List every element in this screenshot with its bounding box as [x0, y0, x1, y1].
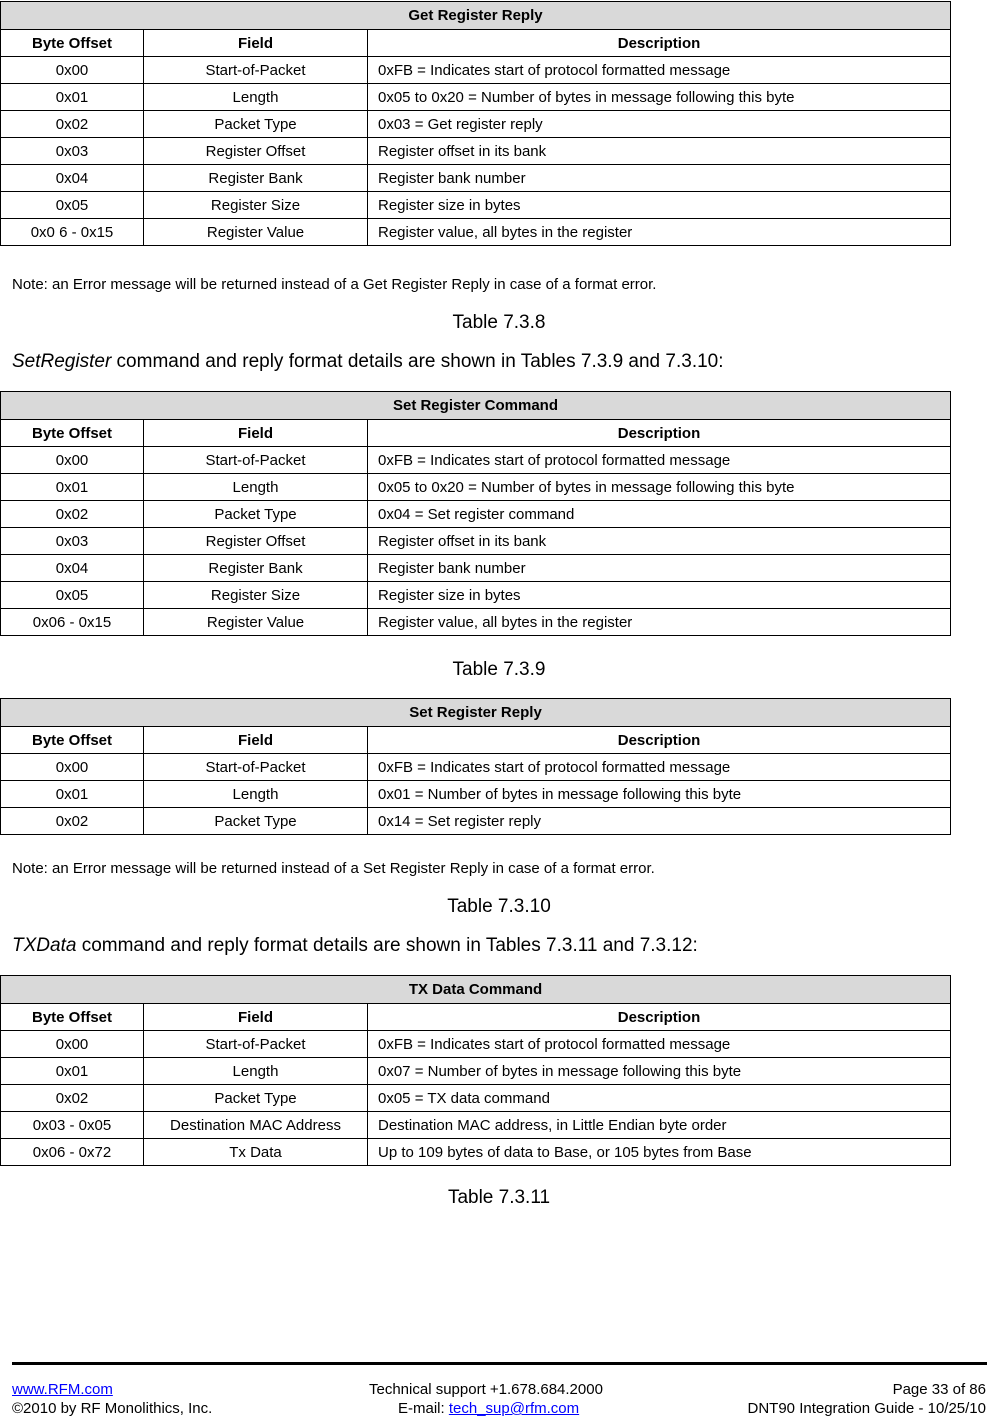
cell-description: 0x05 to 0x20 = Number of bytes in message following this byte — [368, 474, 951, 501]
table-row — [1, 219, 951, 246]
cell-byte-offset: 0x03 — [1, 528, 144, 555]
cell-description: 0xFB = Indicates start of protocol formatted message — [368, 57, 951, 84]
table-row — [1, 111, 951, 138]
table-caption: Table 7.3.8 — [452, 312, 546, 333]
cell-description: Up to 109 bytes of data to Base, or 105 bytes from Base — [368, 1139, 951, 1166]
cell-byte-offset: 0x00 — [1, 1031, 144, 1058]
copyright: ©2010 by RF Monolithics, Inc. — [12, 1400, 213, 1417]
cell-byte-offset: 0x02 — [1, 1085, 144, 1112]
cell-byte-offset: 0x06 - 0x72 — [1, 1139, 144, 1166]
cell-byte-offset: 0x01 — [1, 781, 144, 808]
column-header-byte-offset: Byte Offset — [1, 30, 144, 57]
cell-description: 0x05 to 0x20 = Number of bytes in message following this byte — [368, 84, 951, 111]
column-header-byte-offset: Byte Offset — [1, 1004, 144, 1031]
setregister-intro — [12, 351, 724, 373]
cell-field: Start-of-Packet — [144, 1031, 368, 1058]
table-row — [1, 165, 951, 192]
website-link[interactable]: www.RFM.com — [12, 1381, 113, 1398]
setregister-term: SetRegister — [12, 351, 112, 372]
cell-description: Register bank number — [368, 555, 951, 582]
table-caption: Table 7.3.11 — [447, 1187, 551, 1208]
cell-byte-offset: 0x01 — [1, 84, 144, 111]
cell-byte-offset: 0x02 — [1, 808, 144, 835]
cell-byte-offset: 0x01 — [1, 1058, 144, 1085]
cell-description: 0x01 = Number of bytes in message following this byte — [368, 781, 951, 808]
footer-divider — [12, 1362, 987, 1365]
cell-description: 0x05 = TX data command — [368, 1085, 951, 1112]
format-error-note: Note: an Error message will be returned instead of a Get Register Reply in case of a format error. — [12, 276, 657, 293]
column-header-byte-offset: Byte Offset — [1, 727, 144, 754]
cell-description: Destination MAC address, in Little Endian byte order — [368, 1112, 951, 1139]
set-register-reply-table — [0, 698, 951, 835]
cell-description: 0x04 = Set register command — [368, 501, 951, 528]
column-header-field: Field — [144, 1004, 368, 1031]
table-row — [1, 1031, 951, 1058]
table-row — [1, 501, 951, 528]
cell-field: Length — [144, 474, 368, 501]
table-row — [1, 57, 951, 84]
cell-field: Register Offset — [144, 528, 368, 555]
cell-description: 0xFB = Indicates start of protocol formatted message — [368, 1031, 951, 1058]
cell-byte-offset: 0x05 — [1, 192, 144, 219]
table-row — [1, 528, 951, 555]
cell-field: Start-of-Packet — [144, 754, 368, 781]
cell-field: Length — [144, 1058, 368, 1085]
table-row — [1, 609, 951, 636]
cell-field: Register Size — [144, 192, 368, 219]
table-row — [1, 1139, 951, 1166]
get-register-reply-table — [0, 1, 951, 246]
table-title: Get Register Reply — [1, 2, 951, 30]
cell-description: Register value, all bytes in the register — [368, 219, 951, 246]
txdata-intro-text: command and reply format details are shown in Tables 7.3.11 and 7.3.12: — [76, 935, 698, 956]
txdata-term: TXData — [12, 935, 77, 956]
table-row — [1, 447, 951, 474]
cell-field: Register Bank — [144, 165, 368, 192]
email-label: E-mail: — [398, 1400, 449, 1417]
tx-data-command-table — [0, 975, 951, 1166]
cell-field: Destination MAC Address — [144, 1112, 368, 1139]
cell-field: Tx Data — [144, 1139, 368, 1166]
cell-field: Length — [144, 781, 368, 808]
support-email-line — [398, 1400, 579, 1417]
cell-byte-offset: 0x00 — [1, 57, 144, 84]
cell-byte-offset: 0x00 — [1, 447, 144, 474]
table-caption: Table 7.3.9 — [452, 659, 546, 680]
column-header-field: Field — [144, 420, 368, 447]
table-row — [1, 808, 951, 835]
setregister-intro-text: command and reply format details are shown in Tables 7.3.9 and 7.3.10: — [111, 351, 724, 372]
cell-field: Register Value — [144, 609, 368, 636]
cell-description: 0xFB = Indicates start of protocol formatted message — [368, 754, 951, 781]
table-row — [1, 781, 951, 808]
column-header-description: Description — [368, 727, 951, 754]
cell-byte-offset: 0x04 — [1, 165, 144, 192]
column-header-description: Description — [368, 30, 951, 57]
table-caption: Table 7.3.10 — [447, 896, 551, 917]
cell-field: Length — [144, 84, 368, 111]
support-phone: Technical support +1.678.684.2000 — [369, 1381, 603, 1398]
table-row — [1, 1058, 951, 1085]
table-title: Set Register Reply — [1, 699, 951, 727]
cell-description: Register size in bytes — [368, 582, 951, 609]
cell-byte-offset: 0x06 - 0x15 — [1, 609, 144, 636]
document-title: DNT90 Integration Guide - 10/25/10 — [747, 1400, 986, 1417]
cell-field: Register Offset — [144, 138, 368, 165]
cell-description: 0xFB = Indicates start of protocol formatted message — [368, 447, 951, 474]
cell-byte-offset: 0x04 — [1, 555, 144, 582]
table-row — [1, 84, 951, 111]
cell-byte-offset: 0x05 — [1, 582, 144, 609]
column-header-description: Description — [368, 420, 951, 447]
txdata-intro — [12, 935, 698, 957]
table-row — [1, 754, 951, 781]
column-header-field: Field — [144, 727, 368, 754]
cell-field: Packet Type — [144, 111, 368, 138]
set-register-command-table — [0, 391, 951, 636]
cell-description: 0x07 = Number of bytes in message following this byte — [368, 1058, 951, 1085]
cell-field: Register Value — [144, 219, 368, 246]
cell-field: Start-of-Packet — [144, 447, 368, 474]
cell-field: Packet Type — [144, 1085, 368, 1112]
cell-byte-offset: 0x03 — [1, 138, 144, 165]
page-number: Page 33 of 86 — [892, 1381, 986, 1398]
column-header-field: Field — [144, 30, 368, 57]
cell-field: Packet Type — [144, 808, 368, 835]
cell-description: 0x14 = Set register reply — [368, 808, 951, 835]
table-title: TX Data Command — [1, 976, 951, 1004]
cell-description: Register offset in its bank — [368, 138, 951, 165]
cell-description: Register value, all bytes in the register — [368, 609, 951, 636]
cell-description: Register offset in its bank — [368, 528, 951, 555]
cell-byte-offset: 0x03 - 0x05 — [1, 1112, 144, 1139]
cell-byte-offset: 0x01 — [1, 474, 144, 501]
cell-byte-offset: 0x00 — [1, 754, 144, 781]
cell-field: Register Bank — [144, 555, 368, 582]
cell-field: Register Size — [144, 582, 368, 609]
table-row — [1, 1112, 951, 1139]
table-row — [1, 555, 951, 582]
cell-field: Start-of-Packet — [144, 57, 368, 84]
cell-byte-offset: 0x02 — [1, 501, 144, 528]
table-title: Set Register Command — [1, 392, 951, 420]
support-email-link[interactable]: tech_sup@rfm.com — [448, 1400, 580, 1417]
table-row — [1, 138, 951, 165]
table-row — [1, 474, 951, 501]
table-row — [1, 582, 951, 609]
column-header-byte-offset: Byte Offset — [1, 420, 144, 447]
table-row — [1, 192, 951, 219]
cell-byte-offset: 0x0 6 - 0x15 — [1, 219, 144, 246]
table-row — [1, 1085, 951, 1112]
cell-field: Packet Type — [144, 501, 368, 528]
cell-description: Register bank number — [368, 165, 951, 192]
format-error-note: Note: an Error message will be returned instead of a Set Register Reply in case of a format error. — [12, 860, 655, 877]
column-header-description: Description — [368, 1004, 951, 1031]
cell-description: Register size in bytes — [368, 192, 951, 219]
cell-description: 0x03 = Get register reply — [368, 111, 951, 138]
cell-byte-offset: 0x02 — [1, 111, 144, 138]
